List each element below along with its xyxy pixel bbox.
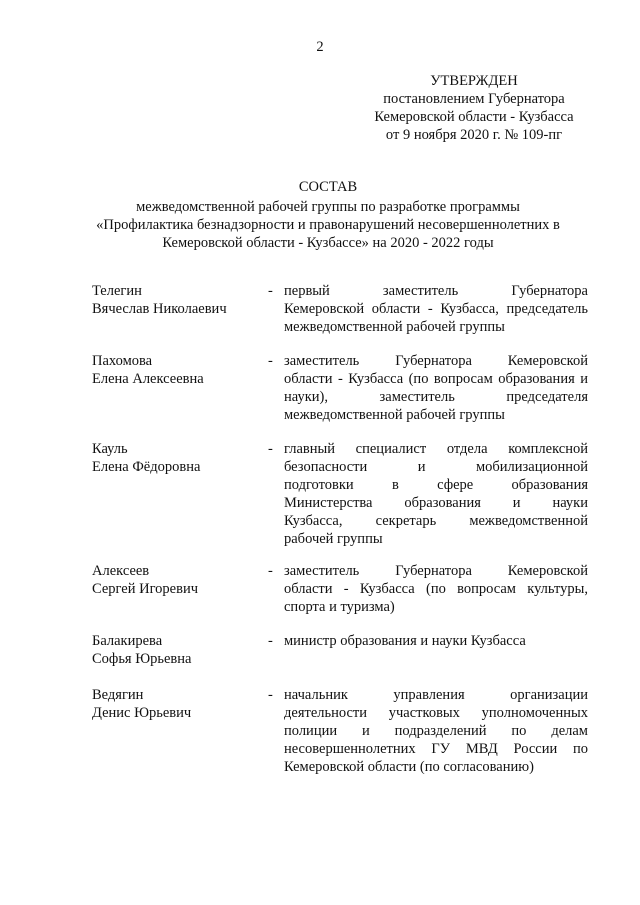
role-line: Кузбасса, секретарь межведомственной [284, 513, 588, 529]
approval-line: УТВЕРЖДЕН [430, 73, 518, 89]
title-line: «Профилактика безнадзорности и правонарушений несовершеннолетних в [96, 217, 560, 233]
member-row [92, 632, 588, 686]
member-role [284, 562, 588, 616]
role-line: Министерства образования и науки [284, 495, 588, 511]
member-given-name: Софья Юрьевна [92, 651, 192, 667]
member-given-name: Елена Фёдоровна [92, 459, 201, 475]
member-role [284, 352, 588, 424]
role-line: области - Кузбасса (по вопросам образования и [284, 371, 588, 387]
member-name [92, 282, 268, 318]
role-line: первый заместитель Губернатора [284, 283, 588, 299]
role-line: спорта и туризма) [284, 599, 395, 615]
title-line: Кемеровской области - Кузбассе» на 2020 - 2022 годы [162, 235, 494, 251]
member-surname: Алексеев [92, 563, 150, 579]
role-line: безопасности и мобилизационной [284, 459, 588, 475]
document-title [78, 178, 578, 252]
member-role [284, 632, 588, 650]
role-line: министр образования и науки Кузбасса [284, 633, 526, 649]
member-dash: - [268, 633, 273, 649]
member-dash: - [268, 353, 273, 369]
member-surname: Пахомова [92, 353, 153, 369]
role-line: области - Кузбасса (по вопросам культуры, [284, 581, 588, 597]
member-surname: Телегин [92, 283, 142, 299]
role-line: межведомственной рабочей группы [284, 319, 505, 335]
member-role [284, 282, 588, 336]
role-line: начальник управления организации [284, 687, 588, 703]
role-line: Кемеровской области - Кузбасса, председатель [284, 301, 588, 317]
member-given-name: Сергей Игоревич [92, 581, 199, 597]
role-line: науки), заместитель председателя [284, 389, 588, 405]
member-surname: Ведягин [92, 687, 144, 703]
member-row [92, 686, 588, 776]
approval-line: постановлением Губернатора [383, 91, 565, 107]
member-row [92, 440, 588, 562]
member-name [92, 686, 268, 722]
member-given-name: Елена Алексеевна [92, 371, 204, 387]
role-line: заместитель Губернатора Кемеровской [284, 563, 588, 579]
approval-line: Кемеровской области - Кузбасса [374, 109, 574, 125]
member-row [92, 352, 588, 440]
member-role [284, 686, 588, 776]
member-name [92, 440, 268, 476]
member-role [284, 440, 588, 548]
role-line: полиции и подразделений по делам [284, 723, 588, 739]
member-dash: - [268, 687, 273, 703]
approval-stamp [360, 72, 588, 144]
member-given-name: Денис Юрьевич [92, 705, 192, 721]
member-surname: Балакирева [92, 633, 163, 649]
title-heading: СОСТАВ [298, 179, 358, 195]
role-line: межведомственной рабочей группы [284, 407, 505, 423]
role-line: деятельности участковых уполномоченных [284, 705, 588, 721]
member-list [92, 282, 588, 776]
title-line: межведомственной рабочей группы по разработке программы [136, 199, 520, 215]
role-line: Кемеровской области (по согласованию) [284, 759, 534, 775]
role-line: несовершеннолетних ГУ МВД России по [284, 741, 588, 757]
member-row [92, 282, 588, 352]
member-row [92, 562, 588, 632]
member-dash: - [268, 283, 273, 299]
member-name [92, 352, 268, 388]
page-number: 2 [316, 39, 324, 55]
member-surname: Кауль [92, 441, 128, 457]
role-line: рабочей группы [284, 531, 383, 547]
member-name [92, 632, 268, 668]
role-line: подготовки в сфере образования [284, 477, 588, 493]
member-dash: - [268, 441, 273, 457]
approval-line: от 9 ноября 2020 г. № 109-пг [385, 127, 563, 143]
role-line: главный специалист отдела комплексной [284, 441, 588, 457]
member-dash: - [268, 563, 273, 579]
role-line: заместитель Губернатора Кемеровской [284, 353, 588, 369]
member-name [92, 562, 268, 598]
member-given-name: Вячеслав Николаевич [92, 301, 227, 317]
